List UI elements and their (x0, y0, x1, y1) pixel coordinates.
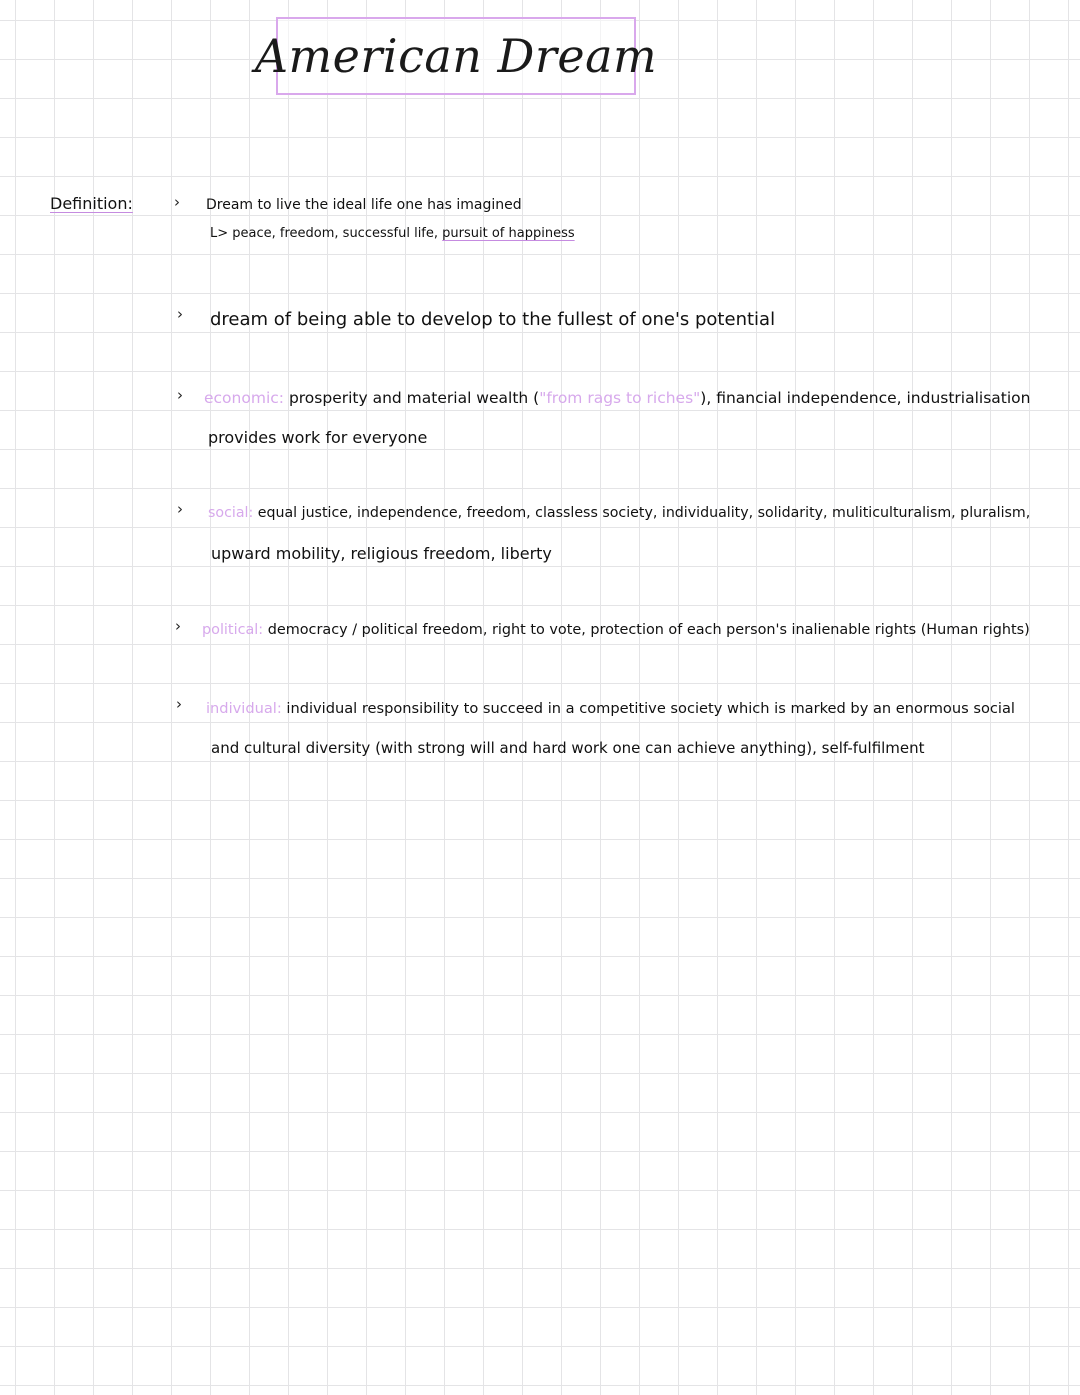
bullet-arrow-icon: › (177, 500, 183, 518)
bullet-arrow-icon: › (177, 386, 183, 404)
political-text: democracy / political freedom, right to vote, protection of each person's inalienable rights (Human rights) (267, 622, 1030, 638)
definition-subline (210, 226, 575, 241)
social-line-2: upward mobility, religious freedom, liberty (211, 544, 552, 563)
category-individual: individual: (206, 700, 282, 717)
individual-line-2: and cultural diversity (with strong will and hard work one can achieve anything), self-fulfilment (211, 739, 925, 757)
sub-text: peace, freedom, successful life, (232, 226, 443, 241)
economic-text: prosperity and material wealth ( (288, 389, 540, 407)
definition-line: Dream to live the ideal life one has imagined (206, 197, 522, 213)
page-title: American Dream (254, 29, 658, 83)
economic-quote: "from rags to riches" (539, 389, 701, 407)
individual-line-1 (206, 700, 1015, 717)
sub-text-underlined: pursuit of happiness (442, 226, 575, 241)
bullet-arrow-icon: › (175, 617, 181, 635)
category-political: political: (202, 622, 264, 638)
category-economic: economic: (204, 389, 284, 407)
individual-text: individual responsibility to succeed in a competitive society which is marked by an enormous social (286, 700, 1015, 717)
economic-text-post: ), financial independence, industrialisation (700, 389, 1031, 407)
bullet-arrow-icon: › (174, 193, 180, 211)
bullet-arrow-icon: › (177, 305, 183, 323)
sub-arrow: L> (210, 226, 229, 241)
economic-line-2: provides work for everyone (208, 428, 428, 447)
bullet-arrow-icon: › (176, 695, 182, 713)
category-social: social: (208, 505, 254, 521)
social-line-1 (208, 505, 1030, 521)
social-text: equal justice, independence, freedom, classless society, individuality, solidarity, muliticulturalism, pluralism, (257, 505, 1031, 521)
definition-label: Definition: (50, 194, 133, 213)
political-line-1 (202, 622, 1030, 638)
title-box (254, 17, 658, 95)
economic-line-1 (204, 389, 1030, 407)
potential-line: dream of being able to develop to the fullest of one's potential (210, 309, 776, 330)
